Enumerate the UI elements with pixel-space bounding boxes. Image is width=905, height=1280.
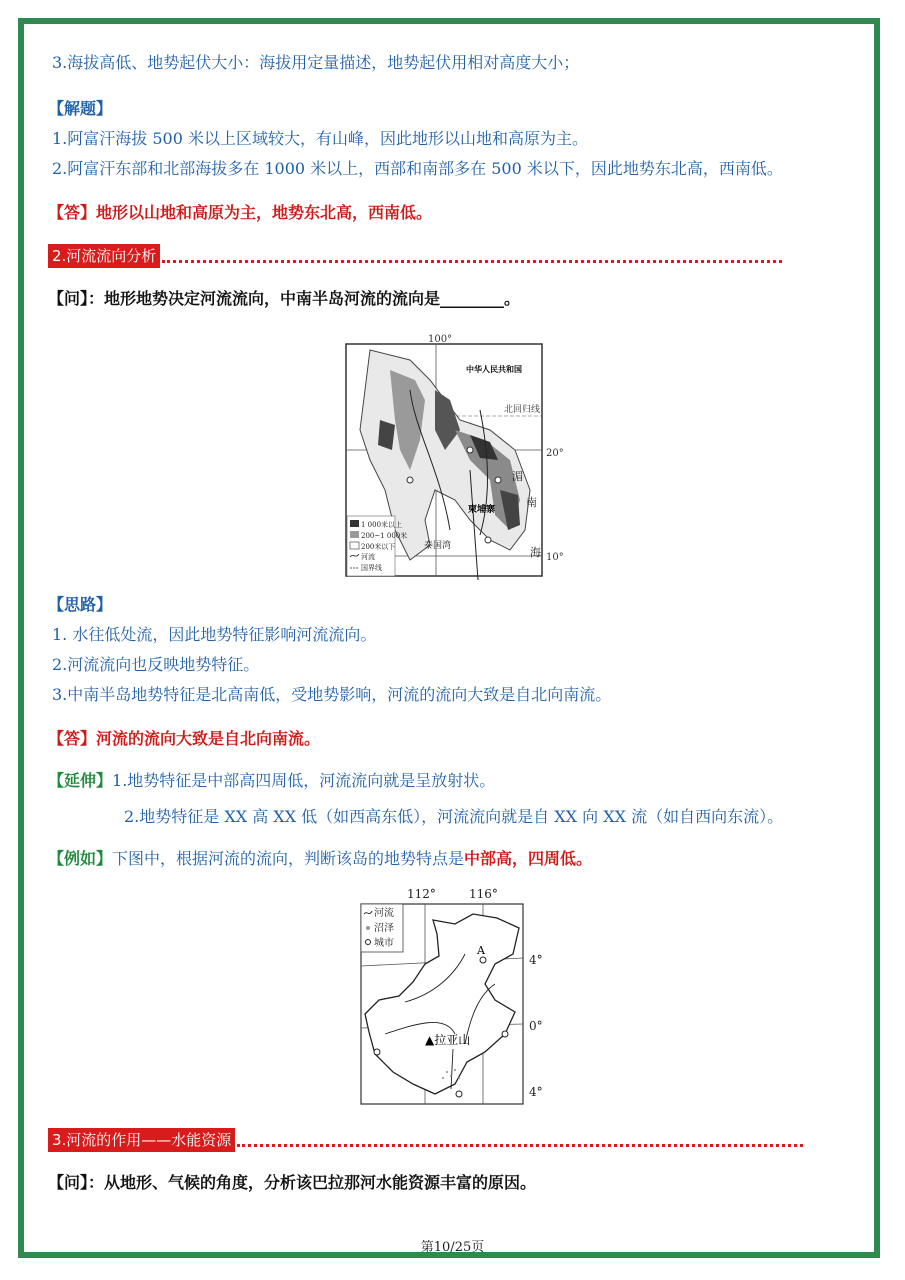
question-3-text: ：从地形、气候的角度，分析该巴拉那河水能资源丰富的原因。: [88, 1173, 537, 1192]
map1-sea-3: 海: [530, 546, 541, 559]
map1-legend-3: 200米以下: [361, 543, 396, 551]
map1-lat10: 10°: [546, 552, 564, 563]
map2-city-a: A: [477, 944, 485, 957]
question-3-tag: 【问】: [48, 1173, 89, 1192]
extension-line-1: [48, 770, 495, 792]
extension-text-1: 1.地势特征是中部高四周低，河流流向就是呈放射状。: [112, 771, 496, 790]
dotted-divider-2: [237, 1134, 803, 1147]
map2-lon2: 116°: [469, 887, 498, 901]
map1-tropic: 北回归线: [504, 405, 541, 415]
extension-line-2: 2.地势特征是 XX 高 XX 低（如西高东低），河流流向就是自 XX 向 XX 流（如自西向东流）。: [124, 807, 784, 826]
map2-mountain: ▲拉亚山: [425, 1033, 471, 1047]
map1-country: 中华人民共和国: [466, 364, 522, 374]
map2-legend-3: 城市: [374, 938, 394, 949]
answer-text: 地形以山地和高原为主，地势东北高，西南低。: [96, 203, 433, 222]
jieti-line-2: 2.阿富汗东部和北部海拔多在 1000 米以上，西部和南部多在 500 米以下，因此地势东北高，西南低。: [52, 159, 783, 178]
example-tag: 【例如】: [48, 849, 113, 868]
silu-line-1: 1. 水往低处流，因此地势特征影响河流流向。: [52, 625, 377, 644]
question-3: [48, 1172, 536, 1194]
jieti-line-1: 1.阿富汗海拔 500 米以上区域较大，有山峰，因此地形以山地和高原为主。: [52, 129, 588, 148]
answer-1: [48, 202, 432, 224]
answer-2-text: 河流的流向大致是自北向南流。: [96, 729, 321, 748]
example-line: [48, 848, 592, 870]
map1-lon-label: 100°: [428, 334, 453, 345]
silu-line-3: 3.中南半岛地势特征是北高南低，受地势影响，河流的流向大致是自北向南流。: [52, 685, 612, 704]
example-answer: 中部高，四周低。: [464, 849, 593, 868]
page-number: 第10/25页: [420, 1240, 485, 1255]
example-text: 下图中，根据河流的流向，判断该岛的地势特点是: [112, 849, 465, 868]
answer-tag: 【答】: [48, 203, 97, 222]
map1-lat20: 20°: [546, 448, 564, 459]
section-2-title: [48, 244, 782, 268]
answer-2: [48, 728, 320, 750]
island-river-map: [355, 884, 555, 1108]
point-3-text: 3.海拔高低、地势起伏大小：海拔用定量描述，地势起伏用相对高度大小；: [52, 53, 580, 72]
map1-gulf: 泰国湾: [424, 541, 452, 551]
map2-lat-bot: 4°: [529, 1085, 543, 1099]
question-tag: 【问】: [48, 289, 89, 308]
map2-lat-top: 4°: [529, 953, 543, 967]
map2-legend-2: 沼泽: [374, 923, 394, 934]
map1-legend-2: 200~1 000米: [361, 532, 408, 540]
map1-sea-1: 湄: [512, 470, 523, 483]
silu-line-2: 2.河流流向也反映地势特征。: [52, 655, 260, 674]
section-2-label: 2.河流流向分析: [48, 244, 160, 268]
map2-lat-mid: 0°: [529, 1019, 543, 1033]
section-3-label: 3.河流的作用——水能资源: [48, 1128, 235, 1152]
question-text: ：地形地势决定河流流向，中南半岛河流的流向是________。: [88, 289, 521, 308]
silu-tag: 【思路】: [48, 595, 113, 614]
map1-legend-5: 国界线: [361, 564, 382, 572]
map1-cambodia: 柬埔寨: [468, 505, 496, 515]
map2-lon1: 112°: [407, 887, 436, 901]
map1-legend-4: 河流: [361, 553, 375, 561]
map2-legend: [361, 904, 403, 952]
dotted-divider: [162, 250, 782, 263]
answer-2-tag: 【答】: [48, 729, 97, 748]
question-2: [48, 288, 520, 310]
extension-tag: 【延伸】: [48, 771, 113, 790]
map1-sea-2: 南: [526, 496, 537, 509]
indochina-terrain-map: [340, 330, 570, 580]
section-3-title: [48, 1128, 803, 1152]
map1-legend-1: 1 000米以上: [361, 521, 403, 529]
jieti-tag: 【解题】: [48, 99, 113, 118]
map2-legend-1: 河流: [374, 908, 394, 919]
